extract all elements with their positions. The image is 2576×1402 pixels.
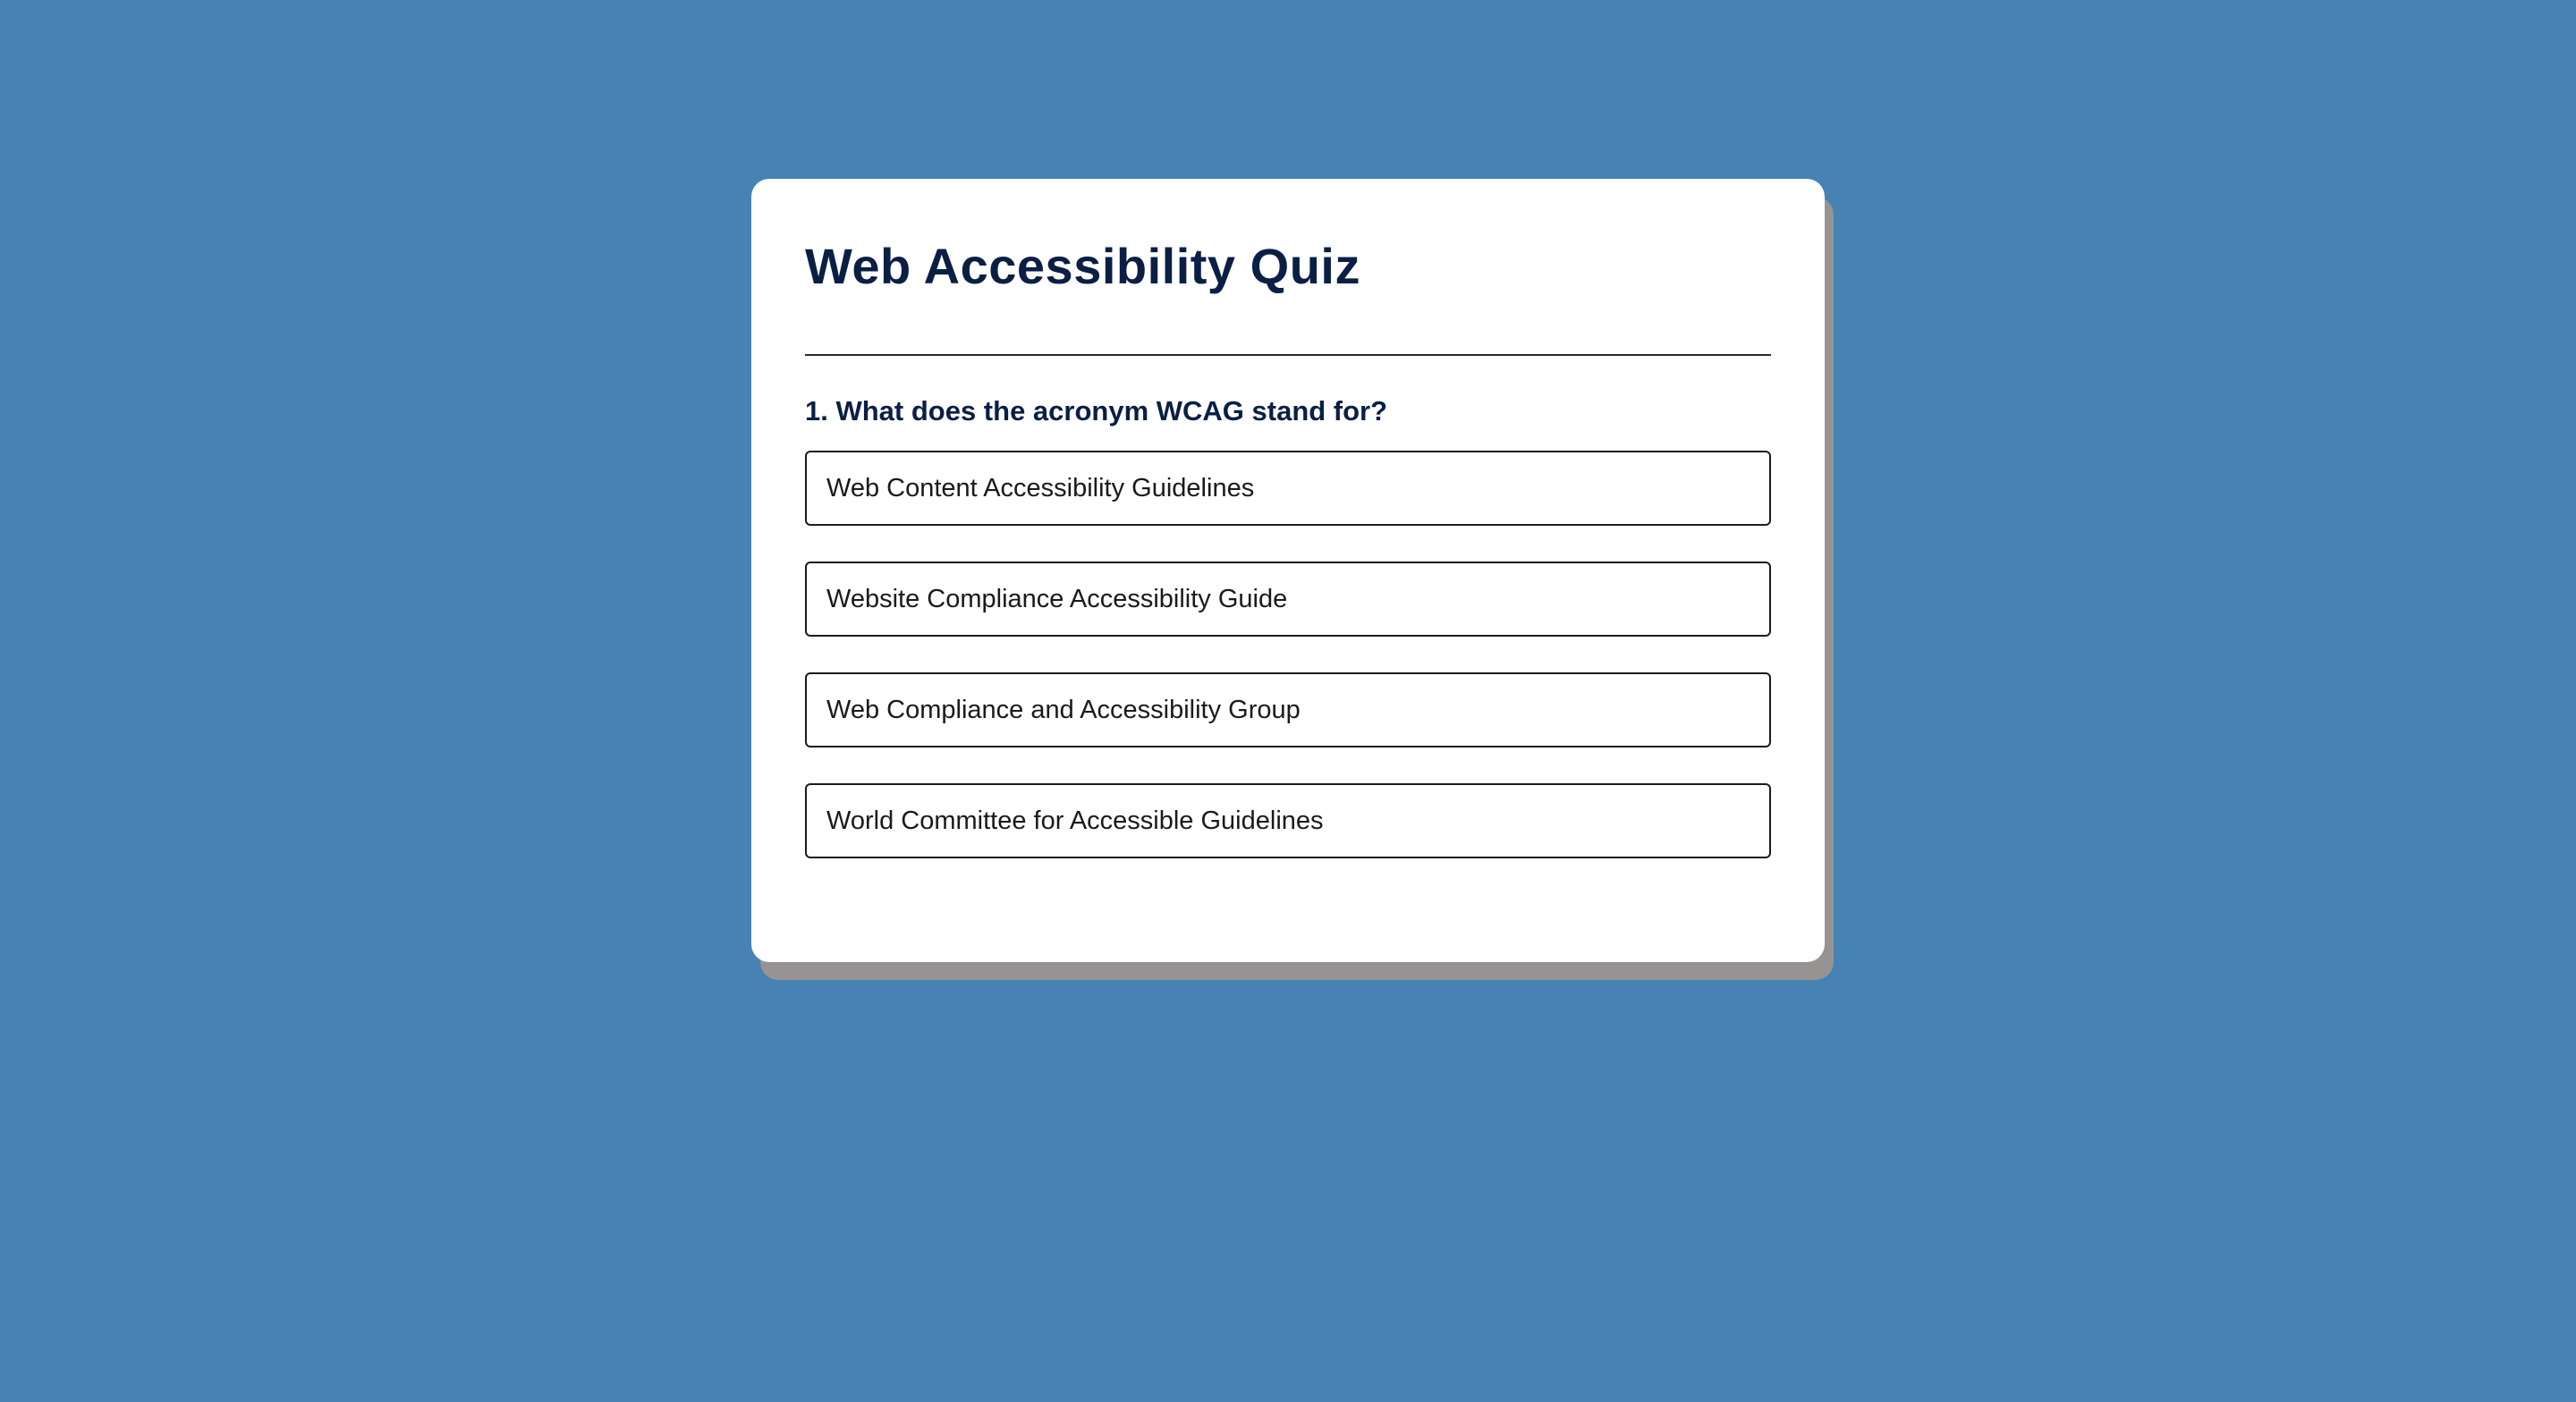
- answer-options: [805, 451, 1771, 858]
- answer-option-button[interactable]: Website Compliance Accessibility Guide: [805, 562, 1771, 637]
- title-divider: [805, 354, 1771, 356]
- quiz-card: [751, 179, 1825, 962]
- quiz-title: Web Accessibility Quiz: [805, 238, 1360, 294]
- answer-option-button[interactable]: World Committee for Accessible Guidelines: [805, 783, 1771, 858]
- answer-option-item: [805, 672, 1771, 747]
- answer-option-item: [805, 451, 1771, 526]
- question-block: [805, 393, 1771, 858]
- question-text: 1. What does the acronym WCAG stand for?: [805, 395, 1388, 427]
- answer-option-button[interactable]: Web Content Accessibility Guidelines: [805, 451, 1771, 526]
- answer-option-button[interactable]: Web Compliance and Accessibility Group: [805, 672, 1771, 747]
- answer-option-item: [805, 562, 1771, 637]
- answer-option-item: [805, 783, 1771, 858]
